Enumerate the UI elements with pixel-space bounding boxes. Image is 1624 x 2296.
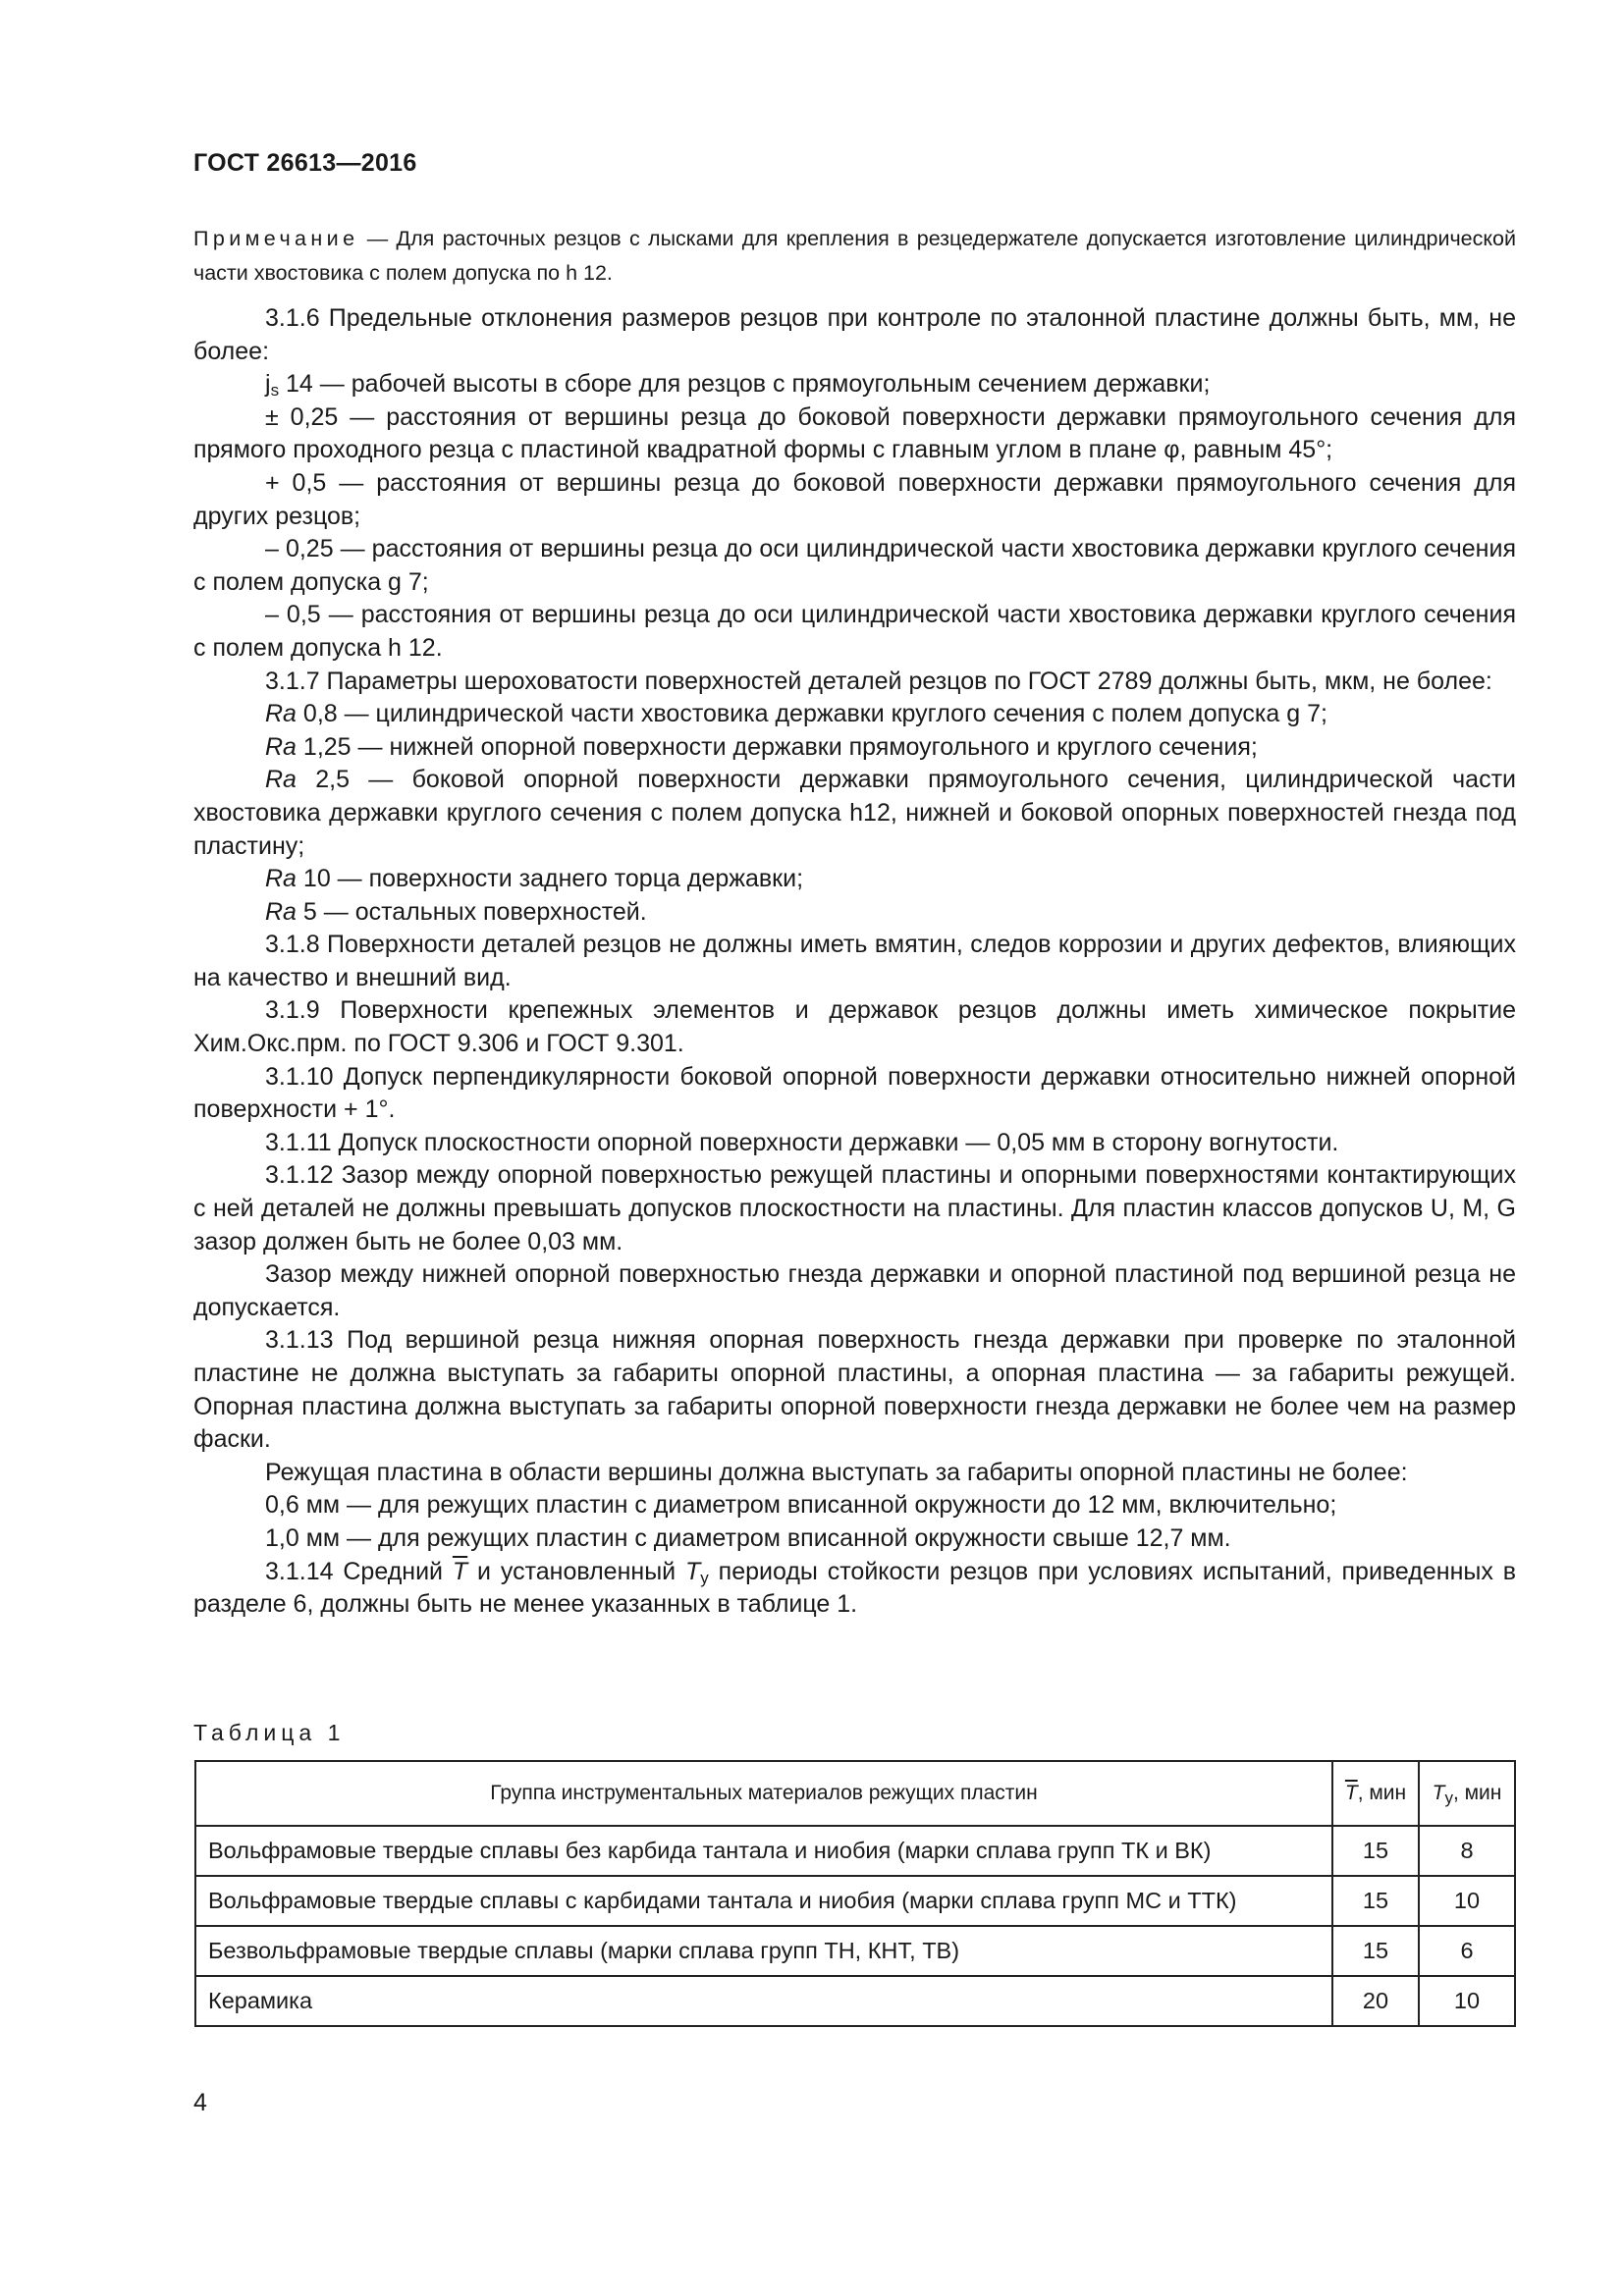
paragraph-3-1-9: 3.1.9 Поверхности крепежных элементов и державок резцов должны иметь химическое покрытие Хим.Окс.прм. по ГОСТ 9.306 и ГОСТ 9.301.: [193, 996, 1516, 1058]
paragraph-minus-05: – 0,5 — расстояния от вершины резца до оси цилиндрической части хвостовика державки круглого сечения с полем допуска h 12.: [193, 601, 1516, 662]
paragraph-ra-5: [193, 896, 1516, 930]
table-row: [195, 1976, 1515, 2026]
paragraph-js14: [193, 368, 1516, 401]
ra-text: 2,5 — боковой опорной поверхности державки прямоугольного сечения, цилиндрической части хвостовика державки круглого сечения с полем допуска h12, нижней и боковой опорных поверхностей гнезда под пластину;: [193, 766, 1516, 860]
paragraph-ra-25: [193, 764, 1516, 863]
paragraph-ra-08: [193, 698, 1516, 731]
paragraph-025: ± 0,25 — расстояния от вершины резца до боковой поверхности державки прямоугольного сечения для прямого проходного резца с пластиной квадратной формы с главным углом в плане φ, равным 45°;: [193, 402, 1516, 464]
js-symbol: j: [265, 370, 271, 399]
paragraph-gap: Зазор между нижней опорной поверхностью гнезда державки и опорной пластиной под вершиной резца не допускается.: [193, 1260, 1516, 1321]
durability-table: [194, 1760, 1516, 2027]
row-ty: 6: [1419, 1926, 1515, 1976]
document-body: [193, 302, 1516, 1622]
row-material: Керамика: [195, 1976, 1332, 2026]
t-unit: , мин: [1357, 1782, 1407, 1804]
paragraph-3-1-12: 3.1.12 Зазор между опорной поверхностью режущей пластины и опорными поверхностями контактирующих с ней деталей не должны превышать допусков плоскостности на пластины. Для пластин классов допусков U, M, G зазор должен быть не более 0,03 мм.: [193, 1161, 1516, 1255]
js-text: 14 — рабочей высоты в сборе для резцов с прямоугольным сечением державки;: [279, 370, 1211, 399]
ty-symbol: T: [685, 1557, 701, 1585]
paragraph-3-1-7: 3.1.7 Параметры шероховатости поверхностей деталей резцов по ГОСТ 2789 должны быть, мкм, не более:: [265, 667, 1492, 695]
t-mean-symbol: $\overline{T}$: [452, 1557, 468, 1585]
row-material: Вольфрамовые твердые сплавы с карбидами тантала и ниобия (марки сплава групп МС и ТТК): [195, 1876, 1332, 1926]
row-material: Безвольфрамовые твердые сплавы (марки сплава групп ТН, КНТ, ТВ): [195, 1926, 1332, 1976]
paragraph-05: + 0,5 — расстояния от вершины резца до боковой поверхности державки прямоугольного сечения для других резцов;: [193, 468, 1516, 530]
ra-symbol: Ra: [265, 766, 297, 794]
row-t: 20: [1332, 1976, 1419, 2026]
text-part: периоды стойкости резцов при условиях испытаний, приведенных в разделе 6, должны быть не менее указанных в таблице 1.: [193, 1557, 1516, 1619]
header-material-group: Группа инструментальных материалов режущих пластин: [195, 1761, 1332, 1826]
text-part: и установленный: [467, 1557, 685, 1585]
page-number: 4: [193, 2089, 207, 2116]
ra-text: 1,25 — нижней опорной поверхности державки прямоугольного и круглого сечения;: [296, 732, 1258, 761]
table-row: [195, 1826, 1515, 1876]
ra-symbol: Ra: [265, 732, 297, 761]
table-header-row: [195, 1761, 1515, 1826]
ra-text: 0,8 — цилиндрической части хвостовика державки круглого сечения с полем допуска g 7;: [296, 700, 1327, 728]
paragraph-3-1-13: 3.1.13 Под вершиной резца нижняя опорная поверхность гнезда державки при проверке по эталонной пластине не должна выступать за габариты опорной пластины, а опорная пластина — за габариты режущей. Опорная пластина должна выступать за габариты опорной поверхности гнезда державки не более чем на размер фаски.: [193, 1326, 1516, 1454]
note-text: — Для расточных резцов с лысками для крепления в резцедержателе допускается изготовление цилиндрической части хвостовика с полем допуска по h 12.: [193, 227, 1516, 285]
paragraph-3-1-14: [193, 1556, 1516, 1622]
t-mean-symbol: $\overline{T}$: [1344, 1782, 1358, 1804]
row-t: 15: [1332, 1876, 1419, 1926]
ra-text: 10 — поверхности заднего торца державки;: [296, 865, 804, 893]
table-row: [195, 1926, 1515, 1976]
paragraph-10mm: 1,0 мм — для режущих пластин с диаметром вписанной окружности свыше 12,7 мм.: [265, 1523, 1231, 1552]
paragraph-minus-025: – 0,25 — расстояния от вершины резца до оси цилиндрической части хвостовика державки круглого сечения с полем допуска g 7;: [193, 535, 1516, 596]
ra-symbol: Ra: [265, 700, 297, 728]
ra-text: 5 — остальных поверхностей.: [296, 897, 647, 926]
ty-symbol: T: [1432, 1782, 1445, 1804]
table-row: [195, 1876, 1515, 1926]
document-header: ГОСТ 26613—2016: [193, 149, 417, 177]
row-material: Вольфрамовые твердые сплавы без карбида тантала и ниобия (марки сплава групп ТК и ВК): [195, 1826, 1332, 1876]
header-t-mean: [1332, 1761, 1419, 1826]
table-caption: Таблица 1: [193, 1720, 346, 1745]
ra-symbol: Ra: [265, 865, 297, 893]
paragraph-3-1-11: 3.1.11 Допуск плоскостности опорной поверхности державки — 0,05 мм в сторону вогнутости.: [265, 1128, 1339, 1156]
paragraph-3-1-6: 3.1.6 Предельные отклонения размеров резцов при контроле по эталонной пластине должны быть, мм, не более:: [193, 304, 1516, 365]
ty-subscript: y: [1444, 1789, 1453, 1807]
row-t: 15: [1332, 1826, 1419, 1876]
note-label: Примечание: [193, 227, 359, 250]
ty-unit: , мин: [1452, 1782, 1502, 1804]
row-t: 15: [1332, 1926, 1419, 1976]
ty-subscript: y: [700, 1568, 709, 1587]
paragraph-ra-125: [193, 731, 1516, 765]
row-ty: 8: [1419, 1826, 1515, 1876]
paragraph-cutting-insert: Режущая пластина в области вершины должна выступать за габариты опорной пластины не более:: [265, 1458, 1408, 1486]
note: [193, 222, 1516, 291]
row-ty: 10: [1419, 1976, 1515, 2026]
row-ty: 10: [1419, 1876, 1515, 1926]
text-part: 3.1.14 Средний: [265, 1557, 453, 1585]
paragraph-3-1-10: 3.1.10 Допуск перпендикулярности боковой опорной поверхности державки относительно нижней опорной поверхности + 1°.: [193, 1062, 1516, 1124]
header-t-set: [1419, 1761, 1515, 1826]
paragraph-3-1-8: 3.1.8 Поверхности деталей резцов не должны иметь вмятин, следов коррозии и других дефектов, влияющих на качество и внешний вид.: [193, 931, 1516, 991]
paragraph-ra-10: [193, 863, 1516, 896]
ra-symbol: Ra: [265, 897, 297, 926]
paragraph-06mm: 0,6 мм — для режущих пластин с диаметром вписанной окружности до 12 мм, включительно;: [265, 1491, 1337, 1520]
js-subscript: s: [270, 381, 280, 400]
